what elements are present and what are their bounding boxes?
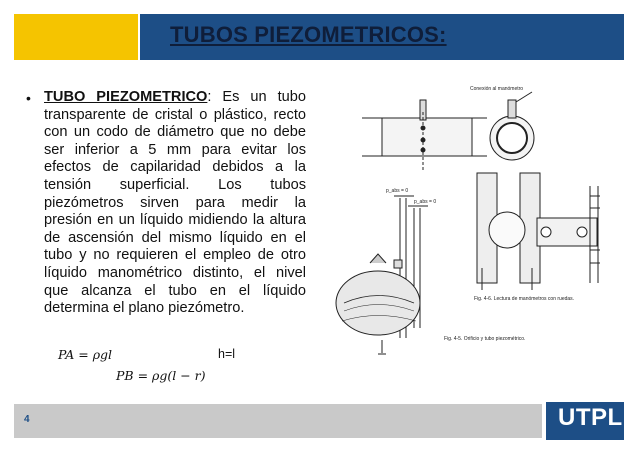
label-conexion: Conexión al manómetro (470, 86, 524, 92)
utpl-logo: UTPL (558, 404, 623, 431)
equation-h: h=l (218, 347, 236, 361)
defined-term: TUBO PIEZOMETRICO (44, 89, 208, 105)
footer-bar (14, 404, 542, 438)
equation-pb: PB = ρg(l − r) (116, 368, 206, 383)
caption-fig-4-5: Fig. 4-5. Orificio y tubo piezométrico. (444, 336, 526, 342)
equation-pa: PA = ρgl (58, 347, 113, 362)
label-pabs-2: p_abs = 0 (414, 199, 437, 205)
pipe-side-view (362, 100, 487, 172)
slide-title: TUBOS PIEZOMETRICOS: (170, 22, 447, 47)
page-number: 4 (24, 414, 30, 425)
definition-text: : Es un tubo transparente de cristal o plástico, recto con un codo de diámetro que no debe ser inferior a 5 mm para evitar los efectos de capilaridad debidos a la tensión superficial. Los tubos piezómetros sirven para medir la presión en un líquido midiendo la altura de ascensión del mismo líquido en el tubo y no requieren el empleo de otro líquido manométrico distinto, el nivel que alcanza el tubo en el líquido determina el plano piezómetro. (44, 89, 306, 317)
piezometer-figure (322, 78, 622, 378)
body-paragraph (44, 89, 306, 318)
pipe-ring-view (490, 92, 534, 160)
label-pabs-1: p_abs = 0 (386, 188, 409, 194)
manometer-wheels-drawing (477, 173, 600, 290)
bullet-marker: • (26, 90, 31, 106)
header-yellow-block (14, 14, 138, 60)
caption-fig-4-6: Fig. 4-6. Lectura de manómetros con ruedas. (474, 296, 575, 302)
piezometer-tank-drawing (336, 196, 428, 354)
